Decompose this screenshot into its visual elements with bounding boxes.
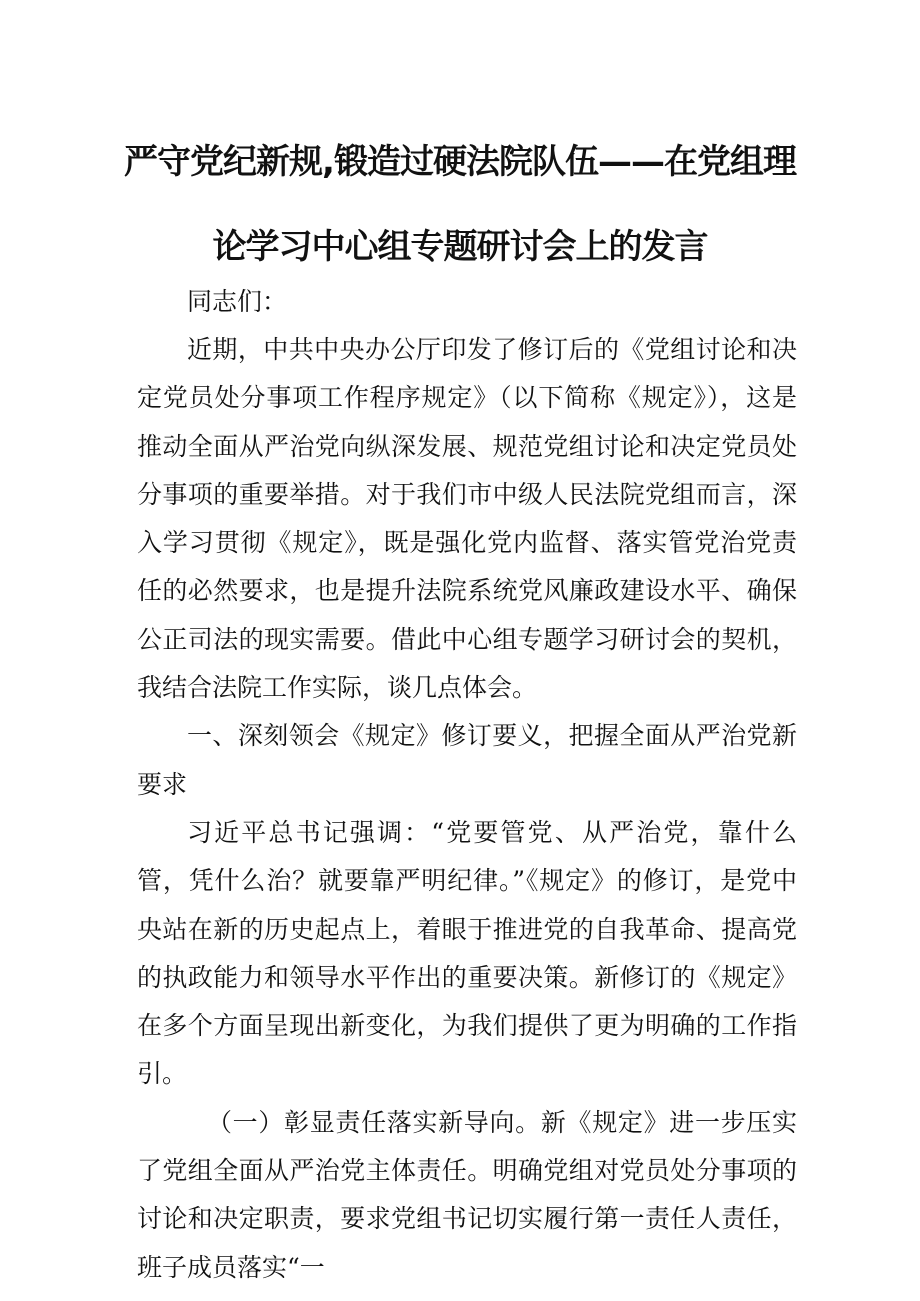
document-title-line-2: 论学习中心组专题研讨会上的发言	[212, 227, 708, 267]
subsection-1: （一）彰显责任落实新导向。新《规定》进一步压实了党组全面从严治党主体责任。明确党组对党员处分事项的讨论和决定职责，要求党组书记切实履行第一责任人责任，班子成员落实“一	[137, 1107, 797, 1282]
salutation-text: 同志们：	[187, 287, 288, 316]
paragraph-section-1: 习近平总书记强调：“党要管党、从严治党，靠什么管，凭什么治？就要靠严明纪律。”《规定》的修订，是党中央站在新的历史起点上，着眼于推进党的自我革命、提高党的执政能力和领导水平作出的重要决策。新修订的《规定》在多个方面呈现出新变化，为我们提供了更为明确的工作指引。	[137, 817, 797, 1089]
document-body	[137, 326, 797, 1292]
salutation	[137, 278, 797, 326]
document-title-line-1: 严守党纪新规,锻造过硬法院队伍——在党组理	[124, 142, 796, 182]
section-heading-1: 一、深刻领会《规定》修订要义，把握全面从严治党新要求	[137, 721, 797, 799]
paragraph-intro: 近期，中共中央办公厅印发了修订后的《党组讨论和决定党员处分事项工作程序规定》（以下简称《规定》），这是推动全面从严治党向纵深发展、规范党组讨论和决定党员处分事项的重要举措。对于我们市中级人民法院党组而言，深入学习贯彻《规定》，既是强化党内监督、落实管党治党责任的必然要求，也是提升法院系统党风廉政建设水平、确保公正司法的现实需要。借此中心组专题学习研讨会的契机，我结合法院工作实际，谈几点体会。	[137, 335, 797, 703]
